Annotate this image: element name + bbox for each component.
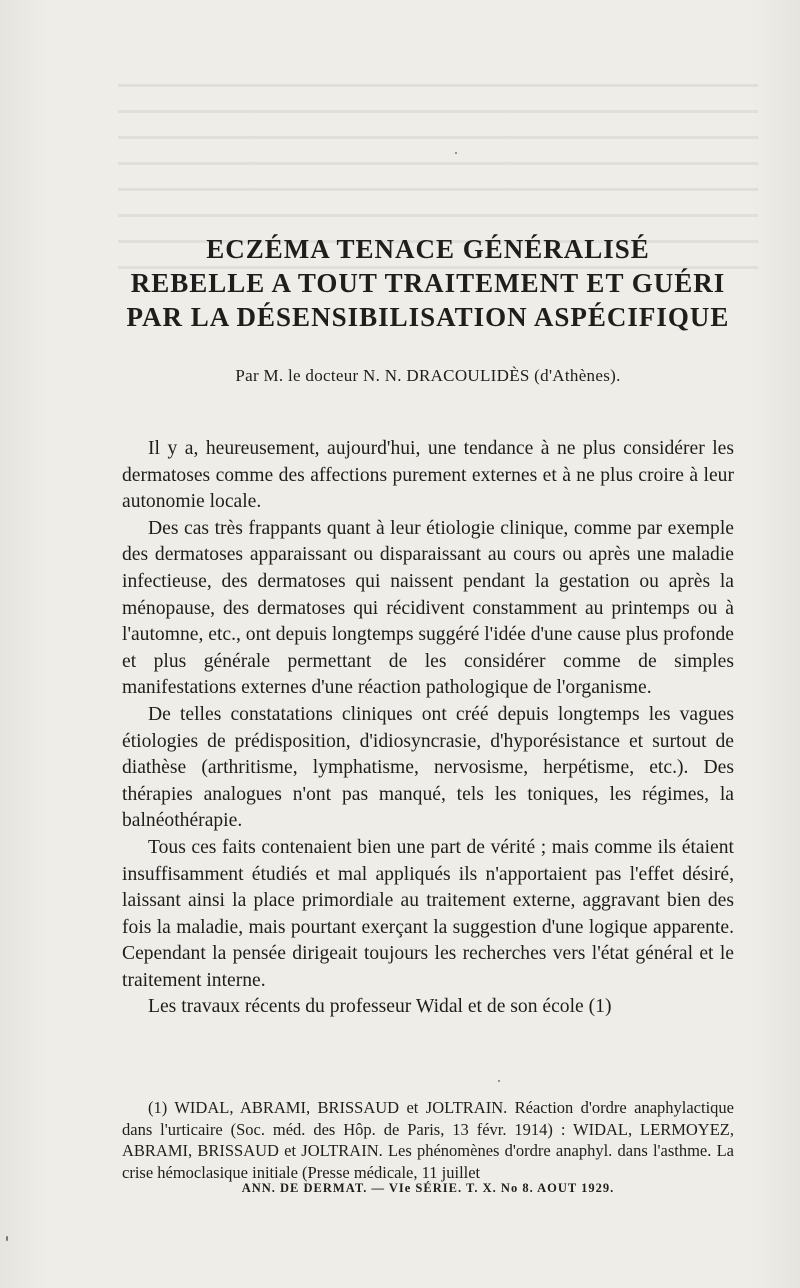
paragraph: Tous ces faits contenaient bien une part de vérité ; mais comme ils étaient insuffisamment étudiés et mal appliqués ils n'apportaient pas l'effet désiré, laissant ainsi la place primordiale au traitement externe, aggravant bien des fois la maladie, mais pourtant exerçant la suggestion d'une logique apparente. Cependant la pensée dirigeait toujours les recherches vers l'état général et le traitement interne. — [122, 836, 734, 991]
paragraph: Il y a, heureusement, aujourd'hui, une tendance à ne plus considérer les dermatoses comme des affections purement externes et à ne plus croire à leur autonomie locale. — [122, 438, 734, 513]
running-footer: ANN. DE DERMAT. — VIe SÉRIE. T. X. No 8. AOUT 1929. — [241, 1181, 615, 1195]
scan-speck — [6, 1236, 8, 1241]
footnotes — [122, 1097, 734, 1183]
author-byline: Par M. le docteur N. N. DRACOULIDÈS (d'Athènes). — [235, 366, 621, 385]
title-line: ECZÉMA TENACE GÉNÉRALISÉ — [206, 234, 650, 264]
title-line: REBELLE A TOUT TRAITEMENT ET GUÉRI — [130, 268, 726, 298]
scan-speck — [498, 1080, 500, 1082]
article-title — [118, 232, 738, 334]
scan-speck — [455, 152, 457, 154]
title-line: PAR LA DÉSENSIBILISATION ASPÉCIFIQUE — [126, 302, 730, 332]
paragraph: Des cas très frappants quant à leur étiologie clinique, comme par exemple des dermatoses apparaissant ou disparaissant au cours ou après une maladie infectieuse, des dermatoses qui naissent pendant la gestation ou après la ménopause, des dermatoses qui récidivent constamment au printemps ou à l'automne, etc., ont depuis longtemps suggéré l'idée d'une cause plus profonde et plus générale permettant de les considérer comme de simples manifestations externes d'une réaction pathologique de l'organisme. — [122, 517, 734, 699]
paragraph: De telles constatations cliniques ont créé depuis longtemps les vagues étiologies de prédisposition, d'idiosyncrasie, d'hyporésistance et surtout de diathèse (arthritisme, lymphatisme, nervosisme, herpétisme, etc.). Des thérapies analogues n'ont pas manqué, tels les toniques, les régimes, la balnéothérapie. — [122, 703, 734, 832]
footnote: (1) WIDAL, ABRAMI, BRISSAUD et JOLTRAIN. Réaction d'ordre anaphylactique dans l'urticaire (Soc. méd. des Hôp. de Paris, 13 févr. 1914) : WIDAL, LERMOYEZ, ABRAMI, BRISSAUD et JOLTRAIN. Les phénomènes d'ordre anaphyl. dans l'asthme. La crise hémoclasique initiale (Presse médicale, 11 juillet — [122, 1098, 734, 1182]
paragraph: Les travaux récents du professeur Widal et de son école (1) — [148, 996, 612, 1018]
article-body — [122, 436, 734, 1021]
